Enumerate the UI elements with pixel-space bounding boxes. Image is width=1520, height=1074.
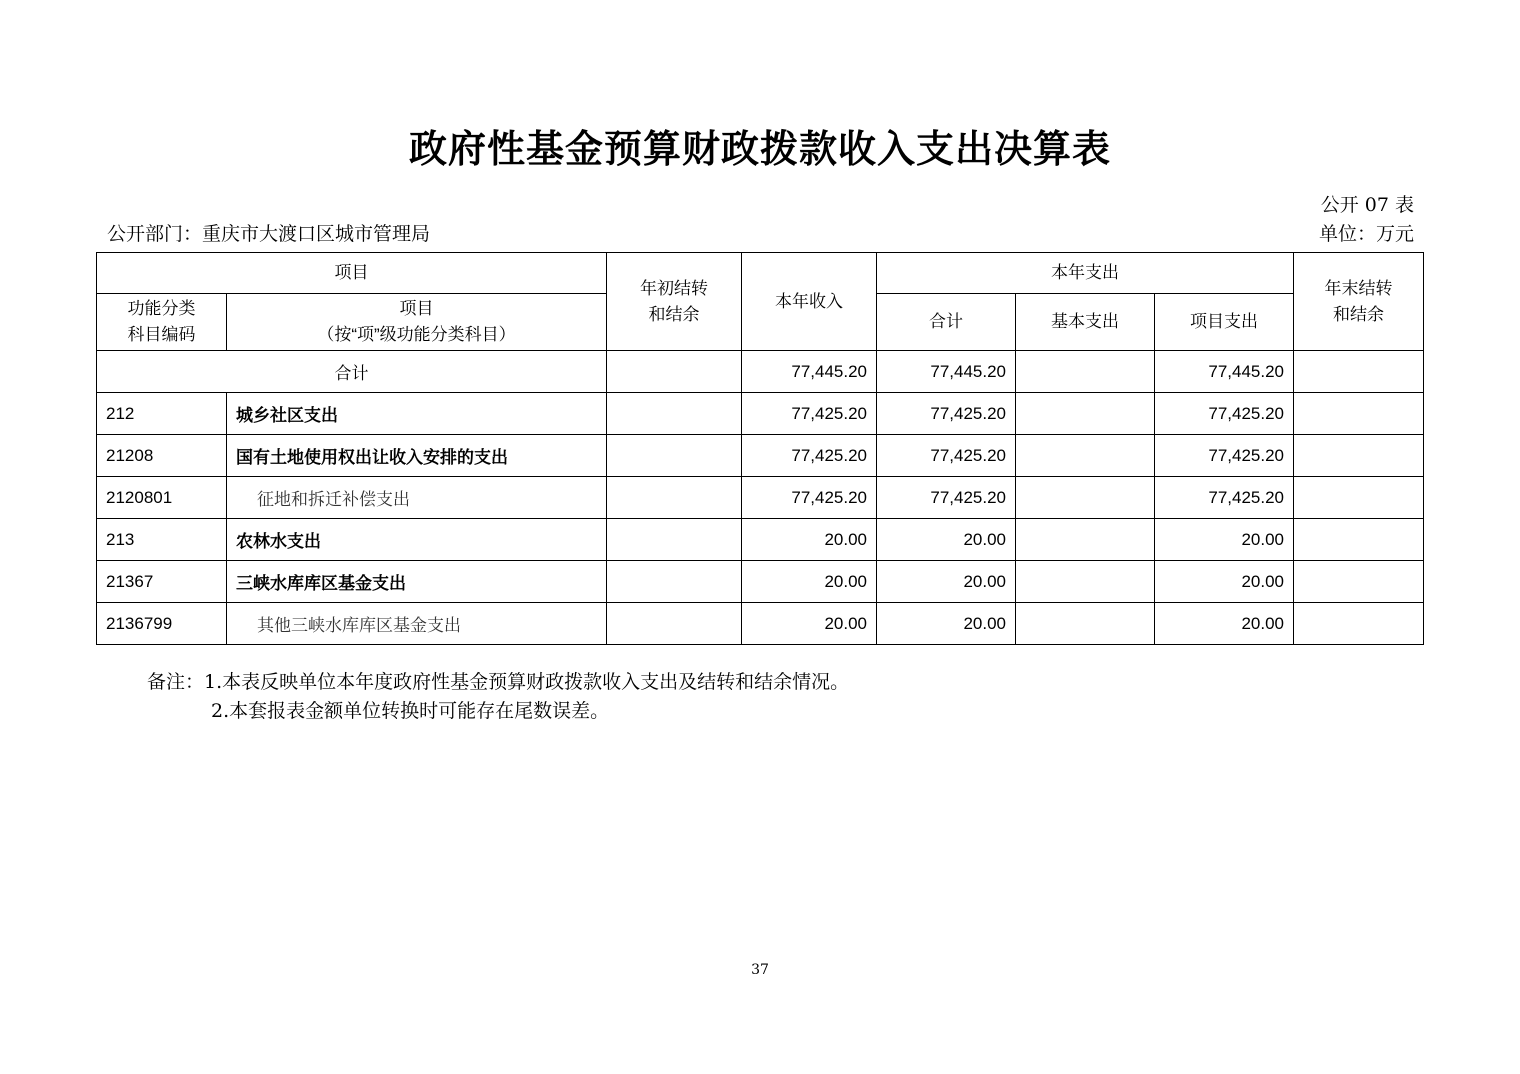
row-ending [1294, 603, 1424, 645]
row-income: 20.00 [742, 603, 877, 645]
row-exp-basic [1016, 477, 1155, 519]
row-beginning [607, 561, 742, 603]
row-exp-total: 20.00 [877, 603, 1016, 645]
total-income: 77,445.20 [742, 351, 877, 393]
header-beginning-balance [607, 253, 742, 351]
table-row [97, 603, 1424, 645]
row-exp-basic [1016, 519, 1155, 561]
row-exp-project: 20.00 [1155, 603, 1294, 645]
row-code: 21367 [97, 561, 227, 603]
header-expense-project: 项目支出 [1155, 294, 1294, 351]
total-row [97, 351, 1424, 393]
header-func-code-line2: 科目编码 [127, 325, 196, 344]
row-exp-project: 77,425.20 [1155, 393, 1294, 435]
header-ending-line2: 和结余 [1333, 304, 1384, 324]
header-func-code-line1: 功能分类 [127, 299, 196, 318]
row-name: 三峡水库库区基金支出 [227, 561, 607, 603]
row-exp-total: 77,425.20 [877, 477, 1016, 519]
row-name: 农林水支出 [227, 519, 607, 561]
row-name: 征地和拆迁补偿支出 [227, 477, 607, 519]
row-code: 21208 [97, 435, 227, 477]
note-line-2: 2.本套报表金额单位转换时可能存在尾数误差。 [211, 700, 610, 722]
row-beginning [607, 603, 742, 645]
row-exp-basic [1016, 603, 1155, 645]
row-code: 2136799 [97, 603, 227, 645]
header-expense-group: 本年支出 [877, 253, 1294, 294]
row-exp-total: 77,425.20 [877, 435, 1016, 477]
row-exp-project: 20.00 [1155, 561, 1294, 603]
row-income: 20.00 [742, 519, 877, 561]
header-item-name-line2: （按“项”级功能分类科目） [317, 325, 516, 344]
total-label: 合计 [97, 351, 607, 393]
header-income: 本年收入 [742, 253, 877, 351]
table-row [97, 477, 1424, 519]
row-beginning [607, 435, 742, 477]
total-exp-basic [1016, 351, 1155, 393]
table-number: 公开 07 表 [1320, 194, 1414, 216]
total-beginning [607, 351, 742, 393]
row-exp-project: 77,425.20 [1155, 435, 1294, 477]
row-ending [1294, 477, 1424, 519]
header-ending-line1: 年末结转 [1324, 278, 1393, 298]
page-title: 政府性基金预算财政拨款收入支出决算表 [408, 127, 1111, 171]
total-exp-project: 77,445.20 [1155, 351, 1294, 393]
table-row [97, 435, 1424, 477]
row-name: 城乡社区支出 [227, 393, 607, 435]
row-exp-basic [1016, 435, 1155, 477]
header-ending-balance [1294, 253, 1424, 351]
row-exp-basic [1016, 561, 1155, 603]
row-income: 20.00 [742, 561, 877, 603]
row-exp-total: 20.00 [877, 519, 1016, 561]
total-exp-total: 77,445.20 [877, 351, 1016, 393]
notes [147, 668, 849, 726]
department-label: 公开部门：重庆市大渡口区城市管理局 [107, 223, 431, 245]
row-income: 77,425.20 [742, 393, 877, 435]
row-ending [1294, 435, 1424, 477]
row-beginning [607, 477, 742, 519]
row-exp-basic [1016, 393, 1155, 435]
row-name: 其他三峡水库库区基金支出 [227, 603, 607, 645]
row-beginning [607, 519, 742, 561]
header-func-code [97, 294, 227, 351]
header-item-group: 项目 [97, 253, 607, 294]
note-line-1: 备注：1.本表反映单位本年度政府性基金预算财政拨款收入支出及结转和结余情况。 [147, 671, 850, 693]
header-item-name [227, 294, 607, 351]
header-item-name-line1: 项目 [399, 299, 434, 318]
budget-table [96, 252, 1424, 645]
page-number: 37 [751, 962, 769, 978]
row-ending [1294, 561, 1424, 603]
header-expense-basic: 基本支出 [1016, 294, 1155, 351]
row-exp-project: 20.00 [1155, 519, 1294, 561]
row-beginning [607, 393, 742, 435]
header-beginning-line2: 和结余 [648, 304, 700, 324]
row-name: 国有土地使用权出让收入安排的支出 [227, 435, 607, 477]
table-row [97, 561, 1424, 603]
row-exp-total: 20.00 [877, 561, 1016, 603]
row-exp-project: 77,425.20 [1155, 477, 1294, 519]
row-income: 77,425.20 [742, 435, 877, 477]
row-code: 2120801 [97, 477, 227, 519]
row-ending [1294, 393, 1424, 435]
row-income: 77,425.20 [742, 477, 877, 519]
header-beginning-line1: 年初结转 [640, 278, 708, 298]
row-code: 212 [97, 393, 227, 435]
row-exp-total: 77,425.20 [877, 393, 1016, 435]
row-ending [1294, 519, 1424, 561]
total-ending [1294, 351, 1424, 393]
table-row [97, 519, 1424, 561]
table-row [97, 393, 1424, 435]
unit-label: 单位：万元 [1318, 223, 1414, 245]
header-expense-total: 合计 [877, 294, 1016, 351]
row-code: 213 [97, 519, 227, 561]
